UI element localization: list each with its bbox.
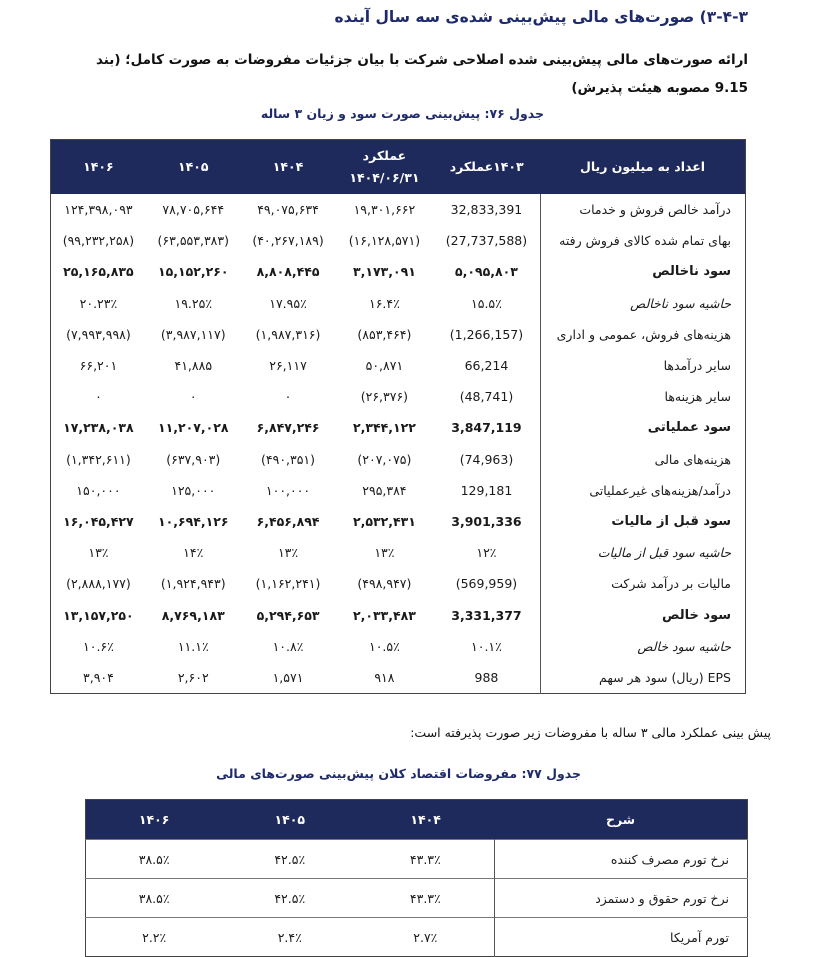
row-label: بهای تمام شده کالای فروش رفته	[540, 225, 746, 256]
table-row	[51, 568, 746, 599]
value-cell: ۲۰.۲۳٪	[79, 295, 118, 311]
intro-paragraph: ارائه صورت‌های مالی پیش‌بینی شده اصلاحی شرکت با بیان جزئیات مفروضات به صورت کامل؛ (بند 9.15 مصوبه هیئت پذیرش)	[95, 52, 748, 96]
row-label: مالیات بر درآمد شرکت	[540, 568, 746, 599]
value-cell: (27,737,588)	[445, 233, 528, 249]
value-cell: (۱,۹۸۷,۳۱۶)	[255, 326, 321, 342]
row-label: حاشیه سود خالص	[540, 631, 746, 662]
value-cell: ۶,۴۵۶,۸۹۴	[256, 513, 320, 529]
row-label: تورم آمریکا	[494, 918, 748, 957]
income-statement-table	[50, 139, 746, 694]
value-cell: ۳۸.۵٪	[86, 879, 223, 918]
value-cell: ۴۳.۳٪	[357, 879, 494, 918]
value-cell: ۴۹,۰۷۵,۶۳۴	[257, 202, 319, 218]
table-row	[51, 256, 746, 287]
table-row	[51, 319, 746, 350]
table-row	[51, 194, 746, 225]
table-row	[51, 288, 746, 319]
value-cell: ۹۱۸	[374, 669, 395, 685]
value-cell: ۲۵,۱۶۵,۸۳۵	[63, 264, 134, 280]
value-cell: ۶,۸۴۷,۲۴۶	[256, 420, 320, 436]
header-cell: ۱۴۰۳عملکرد	[433, 140, 540, 195]
value-cell: ۱۲۴,۳۹۸,۰۹۳	[64, 202, 133, 218]
header-cell: ۱۴۰۴	[241, 140, 336, 195]
value-cell: (۷,۹۹۳,۹۹۸)	[66, 326, 131, 342]
value-cell: ۱۶,۰۴۵,۴۲۷	[63, 513, 134, 529]
value-cell: ۲۶,۱۱۷	[269, 358, 307, 374]
row-label: سود عملیاتی	[540, 412, 746, 443]
value-cell: ۱۶.۴٪	[368, 295, 400, 311]
row-label: هزینه‌های مالی	[540, 444, 746, 475]
macro-assumptions-table	[85, 799, 748, 957]
value-cell: ۴۱,۸۸۵	[174, 358, 213, 374]
value-cell: ۱۲۵,۰۰۰	[171, 482, 216, 498]
value-cell: ۱۲٪	[476, 545, 497, 561]
row-label: درآمد خالص فروش و خدمات	[540, 194, 746, 225]
table-header-row	[86, 800, 748, 840]
value-cell: (۶۳,۵۵۳,۳۸۳)	[157, 233, 229, 249]
row-label: سود قبل از مالیات	[540, 506, 746, 537]
value-cell: ۶۶,۲۰۱	[79, 358, 118, 374]
value-cell: ۲,۰۳۳,۴۸۳	[352, 607, 416, 623]
value-cell: ۵,۰۹۵,۸۰۳	[455, 264, 518, 280]
value-cell: (74,963)	[459, 451, 514, 467]
header-cell: ۱۴۰۵	[222, 800, 357, 840]
value-cell: 66,214	[464, 358, 509, 374]
value-cell: ۱۵.۵٪	[471, 295, 502, 311]
value-cell: ۸,۸۰۸,۴۴۵	[256, 264, 320, 280]
section-heading: ۳-۴-۳) صورت‌های مالی پیش‌بینی شده‌ی سه سال آینده	[334, 8, 748, 26]
header-cell: شرح	[494, 800, 748, 840]
value-cell: ۱۱,۲۰۷,۰۲۸	[157, 420, 229, 436]
value-cell: ۱۹,۳۰۱,۶۶۲	[353, 202, 416, 218]
table77-caption: جدول ۷۷: مفروضات اقتصاد کلان پیش‌بینی صورت‌های مالی	[216, 766, 581, 781]
value-cell: ۲.۲٪	[86, 918, 223, 957]
table-row	[51, 599, 746, 630]
value-cell: ۳,۱۷۳,۰۹۱	[352, 264, 416, 280]
value-cell: ۲.۷٪	[357, 918, 494, 957]
value-cell: ۱۰.۶٪	[83, 638, 114, 654]
assumptions-note: پیش بینی عملکرد مالی ۳ ساله با مفروضات زیر صورت پذیرفته است:	[410, 725, 771, 740]
value-cell: ۲,۳۴۴,۱۲۲	[352, 420, 416, 436]
table-row	[51, 350, 746, 381]
value-cell: ۱۰,۶۹۴,۱۲۶	[157, 513, 229, 529]
header-cell: ۱۴۰۶	[86, 800, 223, 840]
value-cell: (۱۶,۱۲۸,۵۷۱)	[348, 233, 421, 249]
table-row	[86, 840, 748, 879]
value-cell: ۱۳,۱۵۷,۲۵۰	[63, 607, 134, 623]
value-cell: (48,741)	[459, 389, 514, 405]
header-cell: عملکرد ۱۴۰۴/۰۶/۳۱	[335, 140, 433, 195]
value-cell: ۱۰.۱٪	[471, 638, 502, 654]
value-cell: (۱,۹۲۴,۹۴۳)	[160, 576, 226, 592]
row-label: درآمد/هزینه‌های غیرعملیاتی	[540, 475, 746, 506]
value-cell: ۱۷,۲۳۸,۰۳۸	[63, 420, 134, 436]
value-cell: ۱۳٪	[374, 545, 395, 561]
value-cell: ۴۲.۵٪	[222, 879, 357, 918]
value-cell: (۱,۳۴۲,۶۱۱)	[66, 451, 131, 467]
value-cell: (۴۰,۲۶۷,۱۸۹)	[252, 233, 324, 249]
table-row	[51, 444, 746, 475]
table-row	[86, 918, 748, 957]
value-cell: ۵,۲۹۴,۶۵۳	[256, 607, 320, 623]
value-cell: ۱۴٪	[183, 545, 204, 561]
row-label: هزینه‌های فروش، عمومی و اداری	[540, 319, 746, 350]
row-label: حاشیه سود قبل از مالیات	[540, 537, 746, 568]
row-label: سود ناخالص	[540, 256, 746, 287]
row-label: سود خالص	[540, 599, 746, 630]
header-cell: ۱۴۰۴	[357, 800, 494, 840]
value-cell: (۴۹۸,۹۴۷)	[357, 576, 412, 592]
value-cell: (۲,۸۸۸,۱۷۷)	[66, 576, 131, 592]
value-cell: 3,901,336	[451, 513, 522, 529]
value-cell: (۱,۱۶۲,۲۴۱)	[255, 576, 321, 592]
value-cell: ۱۵,۱۵۲,۲۶۰	[157, 264, 229, 280]
value-cell: ۴۳.۳٪	[357, 840, 494, 879]
value-cell: ۱۰.۸٪	[272, 638, 304, 654]
value-cell: ۱۵۰,۰۰۰	[76, 482, 121, 498]
row-label: نرخ تورم مصرف کننده	[494, 840, 748, 879]
row-label: سایر درآمدها	[540, 350, 746, 381]
table76-caption: جدول ۷۶: پیش‌بینی صورت سود و زیان ۳ ساله	[260, 106, 544, 121]
table-header-row	[51, 140, 746, 195]
value-cell: ۷۸,۷۰۵,۶۴۴	[162, 202, 225, 218]
value-cell: ۱۰۰,۰۰۰	[265, 482, 311, 498]
value-cell: ۱,۵۷۱	[272, 669, 304, 685]
row-label: EPS (ریال) سود هر سهم	[540, 662, 746, 694]
table-row	[51, 381, 746, 412]
value-cell: ۰	[189, 389, 197, 405]
table-row	[51, 662, 746, 694]
value-cell: ۲۹۵,۳۸۴	[362, 482, 407, 498]
value-cell: (۲۰۷,۰۷۵)	[357, 451, 412, 467]
header-cell: ۱۴۰۵	[146, 140, 241, 195]
value-cell: ۱۳٪	[88, 545, 109, 561]
value-cell: ۱۹.۲۵٪	[174, 295, 213, 311]
value-cell: ۲,۵۳۲,۴۳۱	[352, 513, 416, 529]
value-cell: (۹۹,۲۳۲,۲۵۸)	[62, 233, 135, 249]
header-cell: اعداد به میلیون ریال	[540, 140, 746, 195]
value-cell: 129,181	[460, 482, 513, 498]
value-cell: ۰	[284, 389, 292, 405]
table-row	[51, 537, 746, 568]
value-cell: (۸۵۳,۴۶۴)	[357, 326, 412, 342]
value-cell: 32,833,391	[450, 202, 523, 218]
value-cell: (۴۹۰,۳۵۱)	[261, 451, 316, 467]
value-cell: ۱۱.۱٪	[177, 638, 209, 654]
row-label: سایر هزینه‌ها	[540, 381, 746, 412]
row-label: نرخ تورم حقوق و دستمزد	[494, 879, 748, 918]
value-cell: ۳,۹۰۴	[83, 669, 114, 685]
table-row	[51, 225, 746, 256]
value-cell: ۳۸.۵٪	[86, 840, 223, 879]
table-row	[51, 631, 746, 662]
value-cell: (569,959)	[455, 576, 518, 592]
value-cell: 3,331,377	[451, 607, 522, 623]
value-cell: 988	[474, 669, 499, 685]
header-cell: ۱۴۰۶	[51, 140, 146, 195]
table-row	[51, 412, 746, 443]
value-cell: ۱۰.۵٪	[368, 638, 400, 654]
value-cell: ۲.۴٪	[222, 918, 357, 957]
value-cell: ۸,۷۶۹,۱۸۳	[161, 607, 225, 623]
value-cell: (1,266,157)	[449, 326, 524, 342]
table-row	[51, 475, 746, 506]
value-cell: (۶۳۷,۹۰۳)	[166, 451, 221, 467]
value-cell: ۰	[95, 389, 102, 405]
value-cell: 3,847,119	[451, 420, 522, 436]
value-cell: (۳,۹۸۷,۱۱۷)	[160, 326, 226, 342]
value-cell: ۴۲.۵٪	[222, 840, 357, 879]
table-row	[86, 879, 748, 918]
value-cell: (۲۶,۳۷۶)	[360, 389, 409, 405]
value-cell: ۵۰,۸۷۱	[365, 358, 404, 374]
value-cell: ۱۷.۹۵٪	[269, 295, 307, 311]
row-label: حاشیه سود ناخالص	[540, 288, 746, 319]
value-cell: ۲,۶۰۲	[177, 669, 209, 685]
value-cell: ۱۳٪	[277, 545, 299, 561]
table-row	[51, 506, 746, 537]
